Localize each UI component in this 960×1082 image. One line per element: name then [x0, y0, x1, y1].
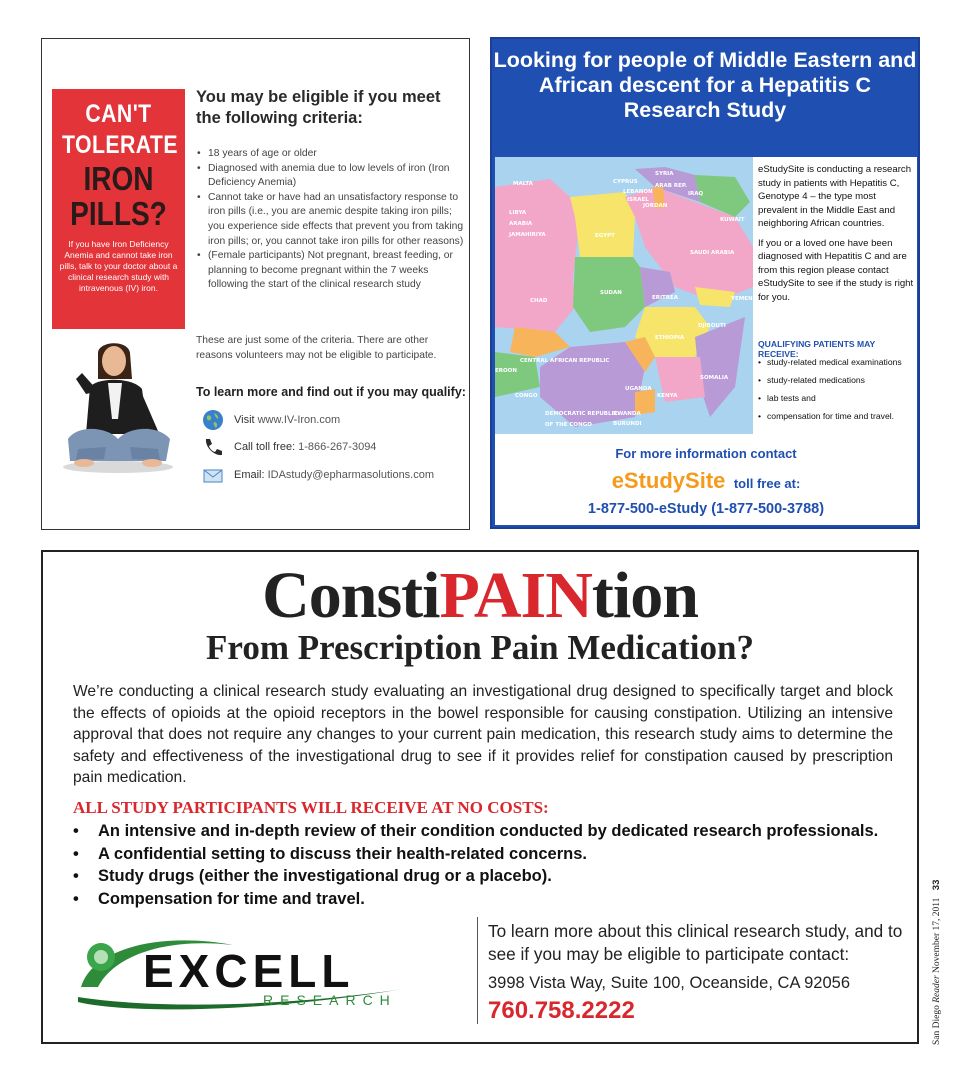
map-label: LIBYA	[509, 210, 527, 216]
page-number: 33	[931, 879, 942, 891]
map-label: ERITREA	[652, 295, 679, 301]
qualifying-item: • study-related medical examinations	[758, 356, 916, 368]
headline-iron: IRON	[83, 160, 154, 197]
const-body: We’re conducting a clinical research study evaluating an investigational drug designed to specifically target and block the effects of opioids at the opioid receptors in the bowel responsible for causing constipation. Utilizing an intensive approval that does not require any changes to your current pain medication, this research study aims to determine the safety and effectiveness of the investigational drug to see if it provides relief for constipation caused by prescription pain medication.	[73, 683, 893, 787]
visit-label: Visit	[234, 414, 255, 426]
qualifying-title: QUALIFYING PATIENTS MAY RECEIVE:	[758, 339, 876, 359]
benefits-list	[73, 820, 903, 910]
qualifying-item: • compensation for time and travel.	[758, 410, 916, 422]
hep-title: Looking for people of Middle Eastern and African descent for a Hepatitis C Research Study	[493, 48, 917, 122]
more-info-text: For more information contact	[615, 446, 797, 461]
page-caption	[931, 873, 942, 1045]
const-learn-more: To learn more about this clinical research study, and to see if you may be eligible to participate contact:	[488, 921, 903, 964]
title-part-1: Consti	[262, 559, 440, 632]
map-label: ARAB REP.	[655, 183, 687, 189]
map-label: UGANDA	[625, 386, 652, 392]
map-label: JORDAN	[643, 203, 668, 209]
website-link[interactable]: www.IV-Iron.com	[257, 414, 341, 426]
email-row[interactable]	[202, 464, 472, 486]
envelope-icon	[202, 464, 224, 486]
hepatitis-ad	[490, 37, 920, 529]
map-label: MALTA	[513, 181, 533, 187]
qualifying-list	[758, 356, 916, 428]
headline-pills: PILLS?	[70, 195, 167, 232]
const-subtitle: From Prescription Pain Medication?	[206, 628, 754, 667]
map-label: SUDAN	[600, 290, 622, 296]
criteria-item: • Cannot take or have had an unsatisfactory response to iron pills (i.e., you are anemic despite taking iron pills; you experience side effects that prevent you from taking iron pills; or, you cannot take iron pills for other reasons)	[197, 191, 467, 249]
call-label: Call toll free:	[234, 441, 296, 453]
logo-word: EXCELL	[143, 945, 355, 997]
hep-description	[758, 163, 916, 310]
email-label: Email:	[234, 469, 265, 481]
map-label: SOMALIA	[700, 375, 729, 381]
headline-tolerate: TOLERATE	[61, 131, 178, 159]
qualifying-item: • study-related medications	[758, 374, 916, 386]
map-label: BURUNDI	[613, 421, 642, 427]
iron-pills-ad	[41, 38, 470, 530]
estudysite-logo: eStudySite	[611, 468, 726, 493]
qualifying-item: • lab tests and	[758, 392, 916, 404]
map-label: OF THE CONGO	[545, 422, 592, 428]
region-map	[495, 157, 753, 434]
map-label: ETHIOPIA	[655, 335, 685, 341]
map-label: CYPRUS	[613, 179, 638, 185]
map-label: LEBANON	[623, 189, 653, 195]
title-pain: PAIN	[439, 559, 592, 632]
criteria-note: These are just some of the criteria. There are other reasons volunteers may not be eligible to participate.	[196, 335, 437, 361]
hep-desc-2: If you or a loved one have been diagnosed with Hepatitis C and are from this region please contact eStudySite to see if the study is right for you.	[758, 237, 914, 303]
headline-cant: CAN'T	[85, 100, 152, 128]
criteria-item: • Diagnosed with anemia due to low levels of iron (Iron Deficiency Anemia)	[197, 162, 467, 191]
map-label: RWANDA	[613, 411, 641, 417]
email-link[interactable]: IDAstudy@epharmasolutions.com	[267, 469, 435, 481]
logo-sub: RESEARCH	[263, 992, 397, 1008]
map-label: EGYPT	[595, 233, 615, 239]
hep-desc-1: eStudySite is conducting a research study in patients with Hepatitis C, Genotype 4 – the type most prevalent in the Middle East and neighboring African countries.	[758, 164, 912, 229]
const-address: 3998 Vista Way, Suite 100, Oceanside, CA 92056	[488, 974, 851, 992]
benefit-item: • Compensation for time and travel.	[73, 888, 903, 911]
map-label: ARABIA	[509, 221, 533, 227]
learn-more-heading: To learn more and find out if you may qualify:	[196, 385, 466, 399]
map-label: CENTRAL AFRICAN REPUBLIC	[520, 358, 610, 364]
map-label: YEMEN	[731, 296, 753, 302]
caption-publication: Reader	[932, 975, 942, 1003]
map-label: EROON	[495, 368, 517, 374]
excell-research-logo	[73, 927, 463, 1017]
visit-row[interactable]	[202, 409, 472, 431]
divider	[477, 917, 478, 1024]
hep-content	[495, 157, 917, 525]
map-label: JAMAHIRIYA	[509, 232, 546, 238]
benefit-item: • Study drugs (either the investigational drug or a placebo).	[73, 865, 903, 888]
map-label: CONGO	[515, 393, 538, 399]
brand-line	[495, 468, 917, 494]
criteria-item: • (Female participants) Not pregnant, breast feeding, or planning to become pregnant within the 7 weeks following the start of the clinical research study	[197, 249, 467, 293]
map-label: CHAD	[530, 298, 548, 304]
participants-heading: ALL STUDY PARTICIPANTS WILL RECEIVE AT NO COSTS:	[73, 798, 549, 817]
benefit-item: • A confidential setting to discuss their health-related concerns.	[73, 843, 903, 866]
map-label: IRAQ	[688, 191, 704, 197]
title-part-2: tion	[591, 559, 698, 632]
phone-icon	[202, 436, 224, 458]
map-label: KENYA	[657, 393, 678, 399]
globe-icon	[202, 409, 224, 431]
map-label: KUWAIT	[720, 217, 745, 223]
caption-date: November 17, 2011	[932, 897, 942, 973]
iron-blurb: If you have Iron Deficiency Anemia and cannot take iron pills, talk to your doctor about a clinical research study with intravenous (IV) iron.	[59, 239, 178, 293]
constipation-ad	[41, 550, 919, 1044]
map-label: ISRAEL	[627, 197, 649, 203]
call-row[interactable]	[202, 436, 472, 458]
caption-location: San Diego	[932, 1005, 942, 1045]
phone-link[interactable]: 1-866-267-3094	[298, 441, 377, 453]
map-label: SYRIA	[655, 171, 674, 177]
const-phone[interactable]: 760.758.2222	[488, 997, 635, 1024]
benefit-item: • An intensive and in-depth review of their condition conducted by dedicated research professionals.	[73, 820, 903, 843]
criteria-item: • 18 years of age or older	[197, 147, 467, 162]
map-label: DEMOCRATIC REPUBLIC	[545, 411, 618, 417]
toll-free-text: toll free at:	[733, 476, 801, 491]
map-label: DJIBOUTI	[698, 323, 726, 329]
criteria-title: You may be eligible if you meet the following criteria:	[196, 88, 441, 127]
hep-phone[interactable]: 1-877-500-eStudy (1-877-500-3788)	[587, 501, 825, 517]
const-title	[43, 560, 917, 632]
map-label: SAUDI ARABIA	[690, 250, 735, 256]
woman-photo	[58, 339, 178, 474]
criteria-list	[197, 147, 467, 293]
iron-headline-box	[52, 89, 185, 329]
